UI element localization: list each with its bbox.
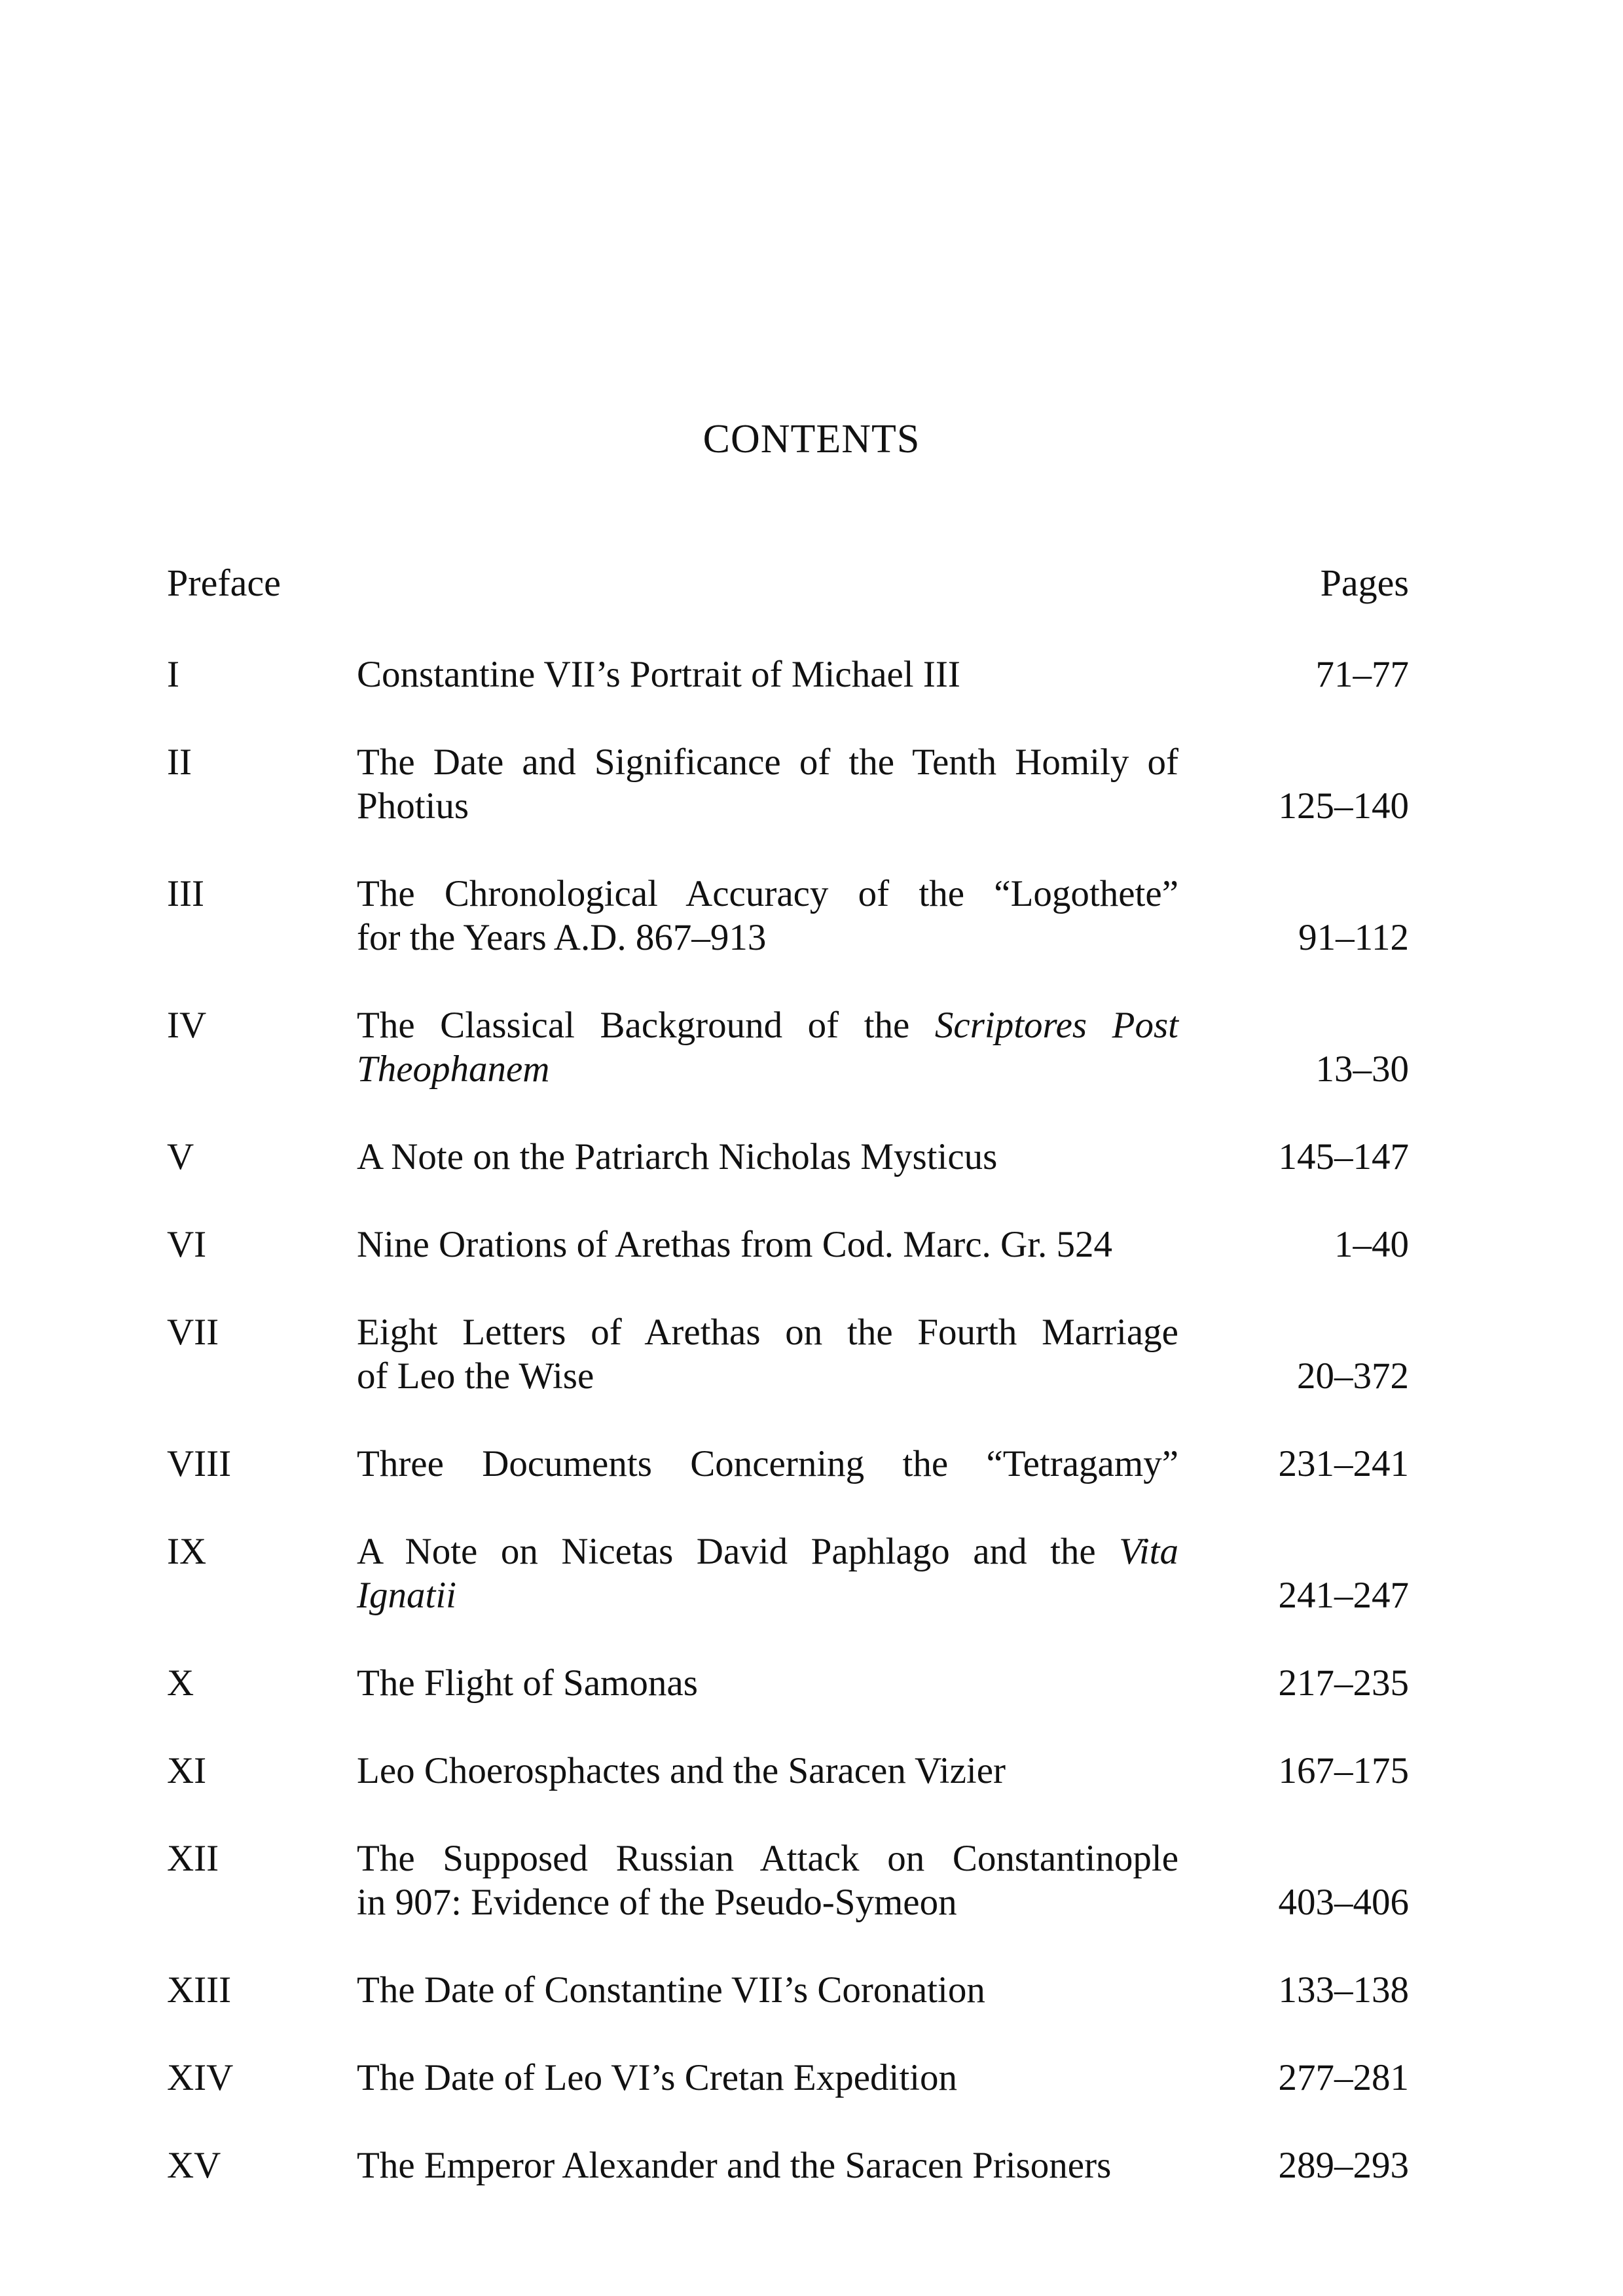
entry-pages: 277–281 <box>1278 2057 1409 2098</box>
entry-title <box>357 1442 1178 1486</box>
entry-title <box>357 1837 1178 1924</box>
entry-title <box>357 1003 1178 1091</box>
entry-number: V <box>167 1136 194 1177</box>
entry-pages: 231–241 <box>1278 1443 1409 1484</box>
entry-title <box>357 1749 1178 1793</box>
entry-title-italic: Scriptores Post <box>934 1005 1178 1046</box>
entry-title <box>357 1968 1178 2012</box>
entry-pages: 217–235 <box>1278 1662 1409 1704</box>
entry-title <box>357 2144 1178 2187</box>
entry-number: VI <box>167 1224 207 1265</box>
entry-title-line: The Chronological Accuracy of the “Logothete” <box>357 873 1178 914</box>
entry-title-line <box>357 1573 1178 1617</box>
entry-number: IV <box>167 1005 207 1046</box>
entry-title-line: Three Documents Concerning the “Tetragamy” <box>357 1443 1178 1484</box>
entry-number: VII <box>167 1312 219 1353</box>
entry-pages: 125–140 <box>1278 785 1409 827</box>
entry-number: III <box>167 873 204 914</box>
entry-title-line: for the Years A.D. 867–913 <box>357 917 767 958</box>
entry-pages: 241–247 <box>1278 1575 1409 1616</box>
pages-column-header: Pages <box>1320 562 1409 604</box>
entry-pages: 71–77 <box>1315 654 1409 695</box>
entry-title <box>357 2056 1178 2100</box>
entry-title-line: Eight Letters of Arethas on the Fourth Marriage <box>357 1312 1178 1353</box>
entry-title-italic: Ignatii <box>357 1575 456 1616</box>
entry-number: X <box>167 1662 194 1704</box>
entry-title <box>357 740 1178 828</box>
entry-number: XIII <box>167 1969 232 2011</box>
entry-title-line: Constantine VII’s Portrait of Michael III <box>357 654 960 695</box>
entry-title <box>357 1661 1178 1705</box>
entry-title-text: The Classical Background of the <box>357 1005 935 1046</box>
entry-title <box>357 653 1178 696</box>
entry-title-line: The Emperor Alexander and the Saracen Prisoners <box>357 2145 1112 2186</box>
entry-number: I <box>167 654 179 695</box>
page-title: CONTENTS <box>702 417 921 461</box>
entry-title-line: Nine Orations of Arethas from Cod. Marc. Gr. 524 <box>357 1224 1113 1265</box>
entry-number: XIV <box>167 2057 234 2098</box>
entry-pages: 91–112 <box>1298 917 1409 958</box>
entry-pages: 289–293 <box>1278 2145 1409 2186</box>
entry-title <box>357 1530 1178 1617</box>
entry-pages: 167–175 <box>1278 1750 1409 1791</box>
entry-title <box>357 872 1178 960</box>
entry-number: XII <box>167 1838 219 1879</box>
entry-number: IX <box>167 1531 207 1572</box>
entry-title-line: A Note on the Patriarch Nicholas Mysticus <box>357 1136 998 1177</box>
entry-title-italic: Theophanem <box>357 1049 550 1090</box>
entry-title-line: The Date of Leo VI’s Cretan Expedition <box>357 2057 958 2098</box>
entry-title-line <box>357 1003 1178 1047</box>
entry-title-line: The Supposed Russian Attack on Constantinople <box>357 1838 1178 1879</box>
entry-title-line: of Leo the Wise <box>357 1355 594 1397</box>
entry-title-line: Photius <box>357 785 469 827</box>
entry-title <box>357 1223 1178 1266</box>
entry-pages: 13–30 <box>1315 1049 1409 1090</box>
entry-title-line <box>357 1530 1178 1573</box>
entry-title-line: The Date of Constantine VII’s Coronation <box>357 1969 985 2011</box>
entry-number: II <box>167 742 192 783</box>
entry-pages: 403–406 <box>1278 1882 1409 1923</box>
entry-title-line <box>357 1047 1178 1091</box>
entry-title <box>357 1135 1178 1179</box>
entry-number: VIII <box>167 1443 232 1484</box>
entry-title <box>357 1310 1178 1398</box>
entry-number: XI <box>167 1750 207 1791</box>
entry-title-line: The Flight of Samonas <box>357 1662 698 1704</box>
entry-title-italic: Vita <box>1119 1531 1178 1572</box>
entry-pages: 145–147 <box>1278 1136 1409 1177</box>
entry-pages: 20–372 <box>1297 1355 1409 1397</box>
entry-title-line: Leo Choerosphactes and the Saracen Vizier <box>357 1750 1006 1791</box>
preface-label: Preface <box>167 562 281 604</box>
entry-pages: 133–138 <box>1278 1969 1409 2011</box>
entry-title-text: A Note on Nicetas David Paphlago and the <box>357 1531 1120 1572</box>
entry-title-line: The Date and Significance of the Tenth Homily of <box>357 742 1178 783</box>
entry-pages: 1–40 <box>1334 1224 1409 1265</box>
entry-number: XV <box>167 2145 221 2186</box>
entry-title-line: in 907: Evidence of the Pseudo-Symeon <box>357 1882 957 1923</box>
